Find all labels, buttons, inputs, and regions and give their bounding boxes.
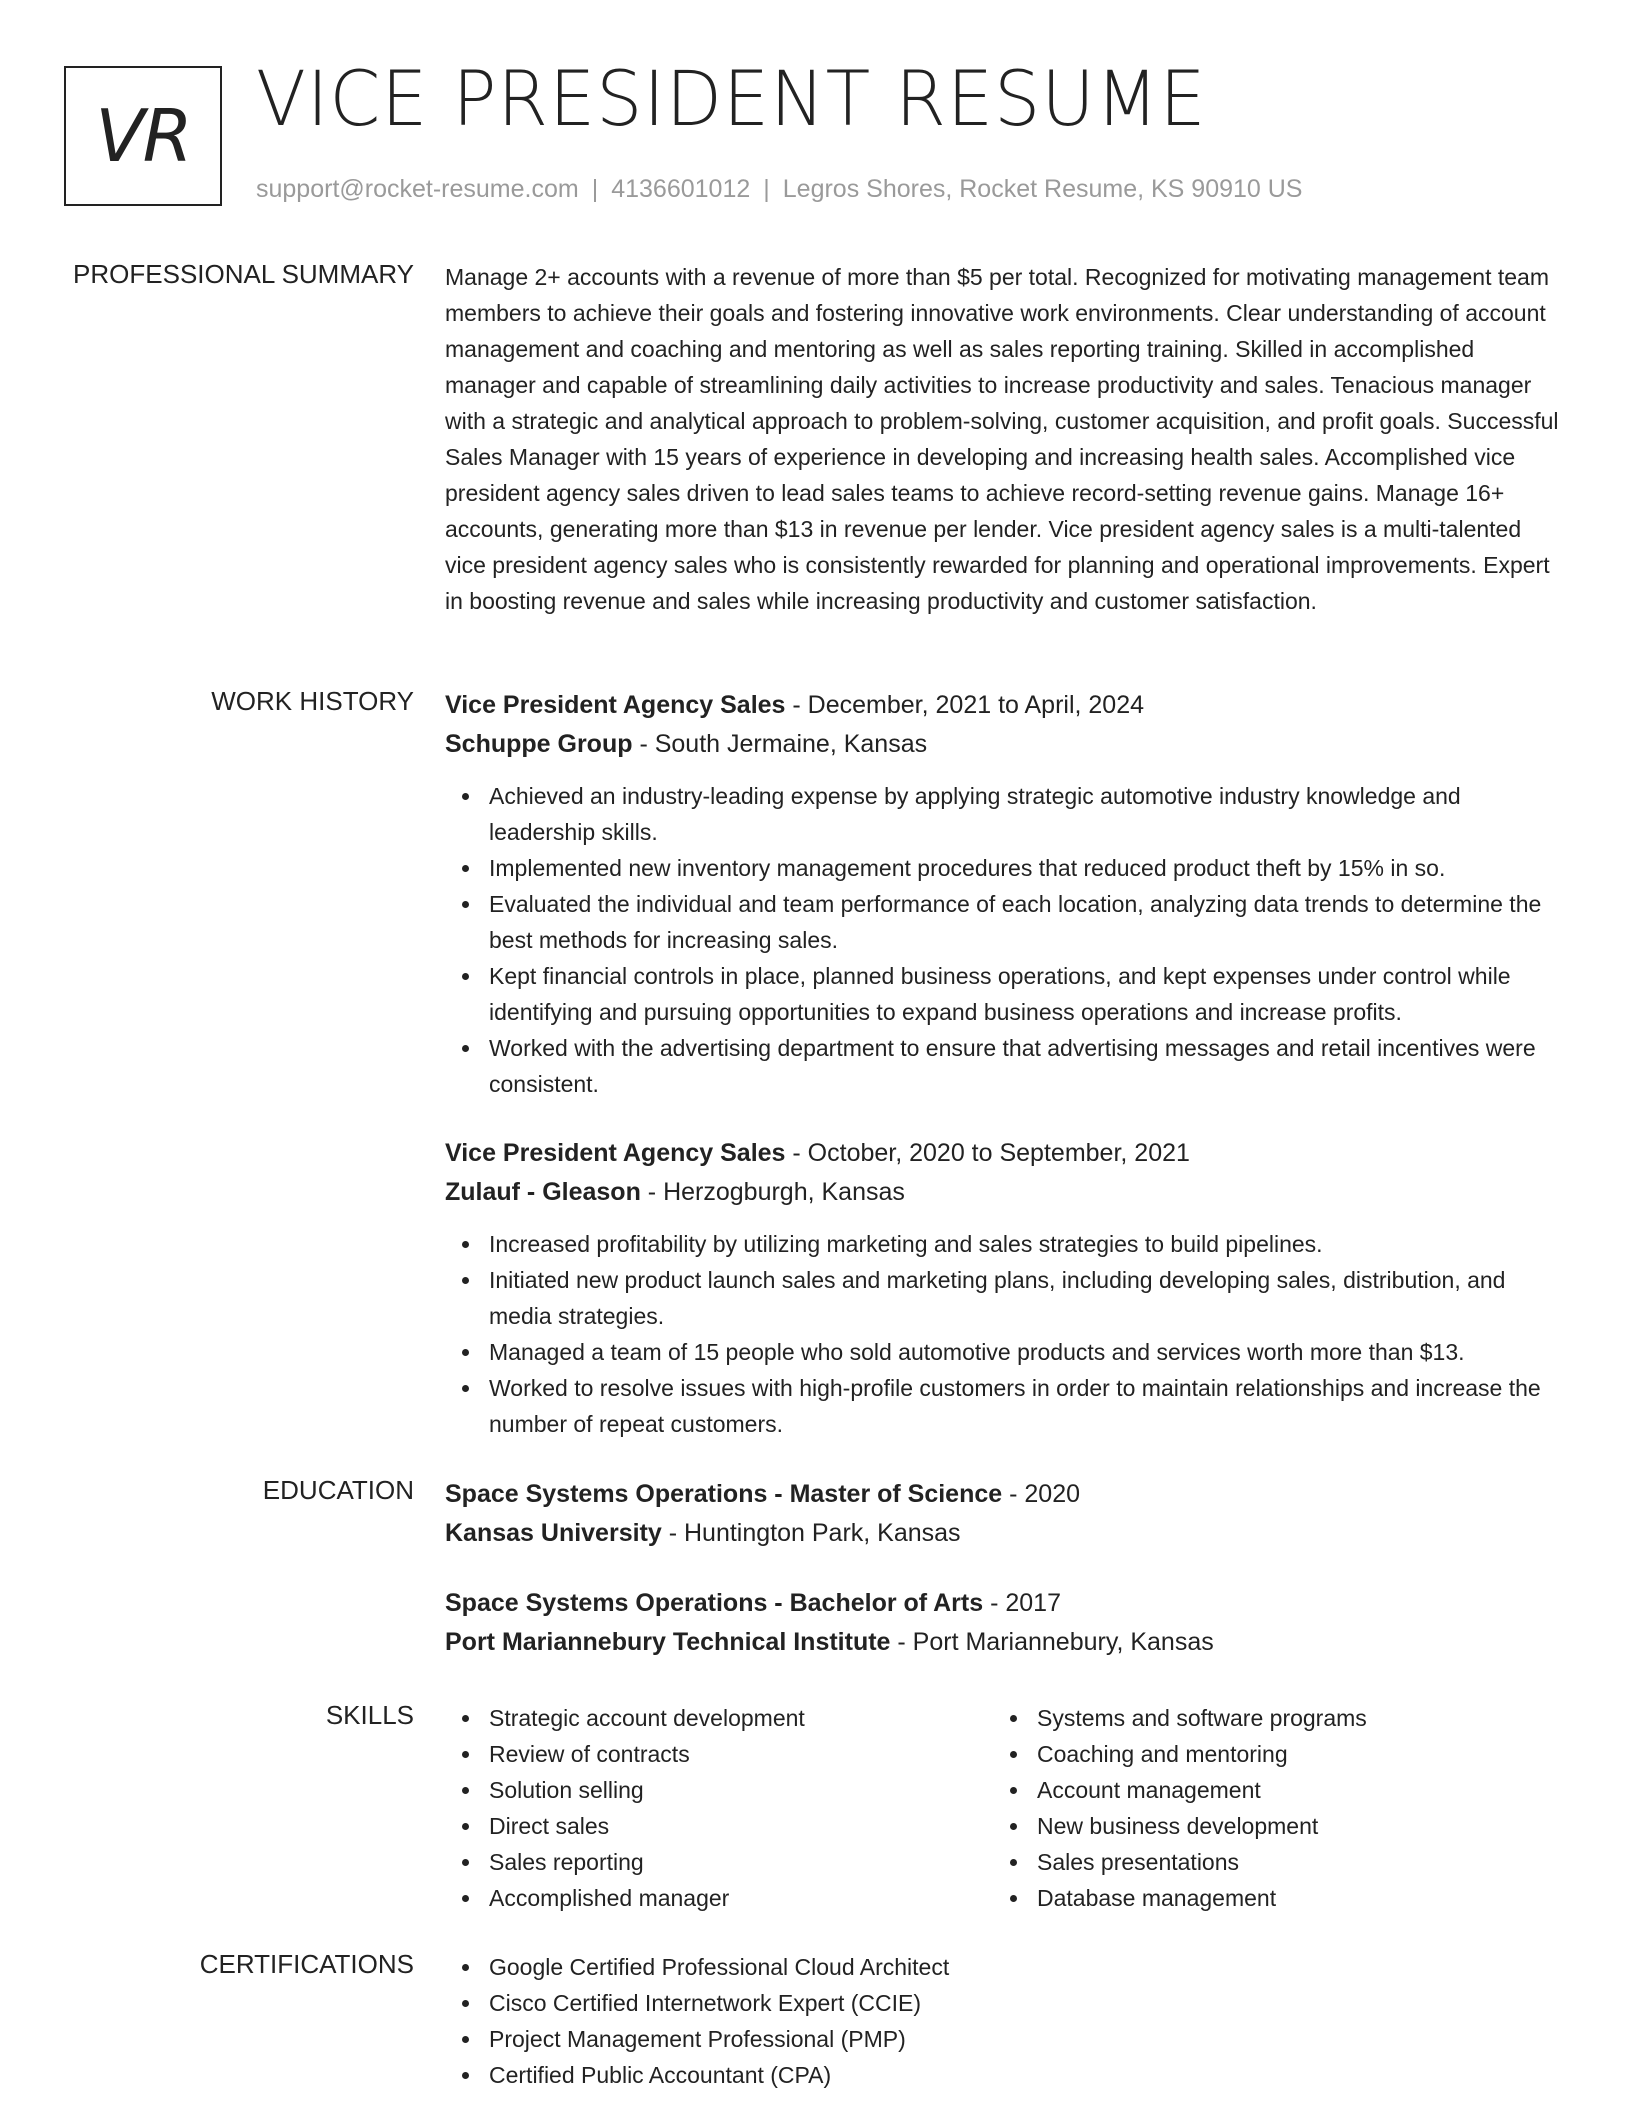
section-label: WORK HISTORY: [211, 686, 414, 716]
job-location: - South Jermaine, Kansas: [632, 730, 928, 758]
contact-line: [256, 175, 1302, 204]
skills-columns: [445, 1700, 1565, 1916]
job-dates: - October, 2020 to September, 2021: [785, 1139, 1190, 1167]
job-location: - Herzogburgh, Kansas: [640, 1178, 905, 1206]
job-title-line: [445, 1134, 1565, 1173]
job-bullet: Implemented new inventory management procedures that reduced product theft by 15% in so.: [445, 850, 1565, 886]
school-line: [445, 1623, 1565, 1662]
job-bullet: Managed a team of 15 people who sold automotive products and services worth more than $13.: [445, 1334, 1565, 1370]
skill-item: Sales reporting: [445, 1844, 993, 1880]
skills-list-left: [445, 1700, 993, 1916]
skill-item: Review of contracts: [445, 1736, 993, 1772]
certification-item: Certified Public Accountant (CPA): [445, 2057, 1565, 2093]
skill-item: Solution selling: [445, 1772, 993, 1808]
job-bullets: [445, 778, 1565, 1102]
resume-title: VICE PRESIDENT RESUME: [256, 54, 1207, 143]
job-bullet: Increased profitability by utilizing marketing and sales strategies to build pipelines.: [445, 1226, 1565, 1262]
skill-item: Coaching and mentoring: [993, 1736, 1541, 1772]
skill-item: Database management: [993, 1880, 1541, 1916]
job-company: Schuppe Group: [445, 730, 633, 758]
job-company-line: [445, 1173, 1565, 1212]
degree-year: - 2017: [983, 1589, 1061, 1617]
job-bullet: Achieved an industry-leading expense by applying strategic automotive industry knowledge and leadership skills.: [445, 778, 1565, 850]
skill-item: New business development: [993, 1808, 1541, 1844]
summary-text: Manage 2+ accounts with a revenue of more than $5 per total. Recognized for motivating management team members to achieve their goals and fostering innovative work environments. Clear understanding of account management and coaching and mentoring as well as sales reporting training. Skilled in accomplished manager and capable of streamlining daily activities to increase productivity and sales. Tenacious manager with a strategic and analytical approach to problem-solving, customer acquisition, and profit goals. Successful Sales Manager with 15 years of experience in developing and increasing health sales. Accomplished vice president agency sales driven to lead sales teams to achieve record-setting revenue gains. Manage 16+ accounts, generating more than $13 in revenue per lender. Vice president agency sales is a multi-talented vice president agency sales who is consistently rewarded for planning and operational improvements. Expert in boosting revenue and sales while increasing productivity and customer satisfaction.: [445, 264, 1559, 614]
degree: Space Systems Operations - Master of Science: [445, 1480, 1003, 1508]
skills-list-right: [993, 1700, 1541, 1916]
education-entry: [445, 1475, 1565, 1553]
job-title: Vice President Agency Sales: [445, 1139, 786, 1167]
job-company: Zulauf - Gleason: [445, 1178, 641, 1206]
job-bullet: Kept financial controls in place, planned business operations, and kept expenses under control while identifying and pursuing opportunities to expand business operations and increase profits.: [445, 958, 1565, 1030]
section-label: CERTIFICATIONS: [199, 1949, 414, 1979]
job-bullets: [445, 1226, 1565, 1442]
job-entry: [445, 686, 1565, 1102]
contact-email: support@rocket-resume.com: [256, 175, 579, 203]
job-entry: [445, 1134, 1565, 1442]
certification-item: Google Certified Professional Cloud Architect: [445, 1949, 1565, 1985]
skill-item: Account management: [993, 1772, 1541, 1808]
contact-phone: 4136601012: [611, 175, 751, 203]
job-bullet: Worked to resolve issues with high-profile customers in order to maintain relationships and increase the number of repeat customers.: [445, 1370, 1565, 1442]
degree-line: [445, 1584, 1565, 1623]
section-label: PROFESSIONAL SUMMARY: [73, 259, 414, 289]
school-line: [445, 1514, 1565, 1553]
skill-item: Direct sales: [445, 1808, 993, 1844]
school-location: - Huntington Park, Kansas: [661, 1519, 961, 1547]
monogram-initials: VR: [95, 94, 191, 178]
section-label: EDUCATION: [262, 1475, 414, 1505]
contact-separator: |: [763, 175, 770, 203]
job-bullet: Worked with the advertising department to ensure that advertising messages and retail incentives were consistent.: [445, 1030, 1565, 1102]
job-bullet: Evaluated the individual and team performance of each location, analyzing data trends to determine the best methods for increasing sales.: [445, 886, 1565, 958]
job-title-line: [445, 686, 1565, 725]
education-entry: [445, 1584, 1565, 1662]
contact-separator: |: [591, 175, 599, 203]
certifications-list: [445, 1949, 1565, 2093]
certification-item: Cisco Certified Internetwork Expert (CCIE): [445, 1985, 1565, 2021]
degree-line: [445, 1475, 1565, 1514]
contact-address: Legros Shores, Rocket Resume, KS 90910 US: [782, 175, 1303, 203]
degree-year: - 2020: [1002, 1480, 1081, 1508]
section-label: SKILLS: [325, 1700, 414, 1730]
skill-item: Systems and software programs: [993, 1700, 1541, 1736]
skill-item: Sales presentations: [993, 1844, 1541, 1880]
school: Port Mariannebury Technical Institute: [445, 1628, 891, 1656]
job-bullet: Initiated new product launch sales and marketing plans, including developing sales, distribution, and media strategies.: [445, 1262, 1565, 1334]
skill-item: Accomplished manager: [445, 1880, 993, 1916]
monogram-badge: [64, 66, 222, 206]
school-location: - Port Mariannebury, Kansas: [890, 1628, 1214, 1656]
job-dates: - December, 2021 to April, 2024: [785, 691, 1145, 719]
certification-item: Project Management Professional (PMP): [445, 2021, 1565, 2057]
job-title: Vice President Agency Sales: [445, 691, 786, 719]
degree: Space Systems Operations - Bachelor of Arts: [445, 1589, 984, 1617]
job-company-line: [445, 725, 1565, 764]
school: Kansas University: [445, 1519, 662, 1547]
skill-item: Strategic account development: [445, 1700, 993, 1736]
